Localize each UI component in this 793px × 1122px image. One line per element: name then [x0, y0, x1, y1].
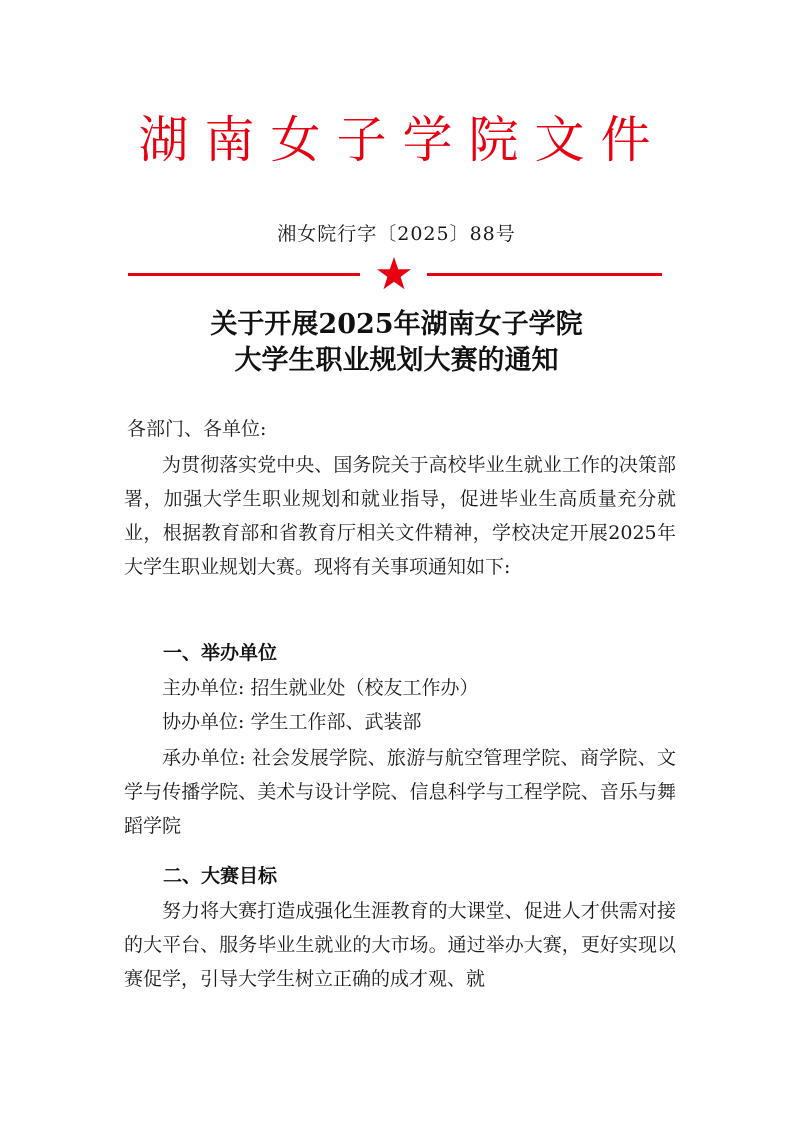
organizer-units: 承办单位: 社会发展学院、旅游与航空管理学院、商学院、文学与传播学院、美术与设计学院、信息科学与工程学院、音乐与舞蹈学院 [124, 747, 676, 837]
section2-heading: 二、大赛目标 [163, 865, 278, 887]
star-icon [376, 256, 412, 292]
divider-rule-left [128, 273, 360, 276]
notice-title-line2: 大学生职业规划大赛的通知 [234, 345, 559, 376]
host-unit: 主办单位: 招生就业处（校友工作办） [162, 677, 479, 699]
notice-title-line1: 关于开展2025年湖南女子学院 [210, 309, 583, 340]
intro-paragraph: 为贯彻落实党中央、国务院关于高校毕业生就业工作的决策部署，加强大学生职业规划和就业指导，促进毕业生高质量充分就业，根据教育部和省教育厅相关文件精神，学校决定开展2025年大学生职业规划大赛。现将有关事项通知如下: [124, 454, 676, 578]
salutation: 各部门、各单位: [127, 418, 267, 440]
co-host-unit: 协办单位: 学生工作部、武装部 [162, 711, 422, 733]
divider-rule-right [427, 273, 662, 276]
institution-title: 湖南女子学院文件 [138, 111, 667, 169]
section2-paragraph: 努力将大赛打造成强化生涯教育的大课堂、促进人才供需对接的大平台、服务毕业生就业的大市场。通过举办大赛，更好实现以赛促学，引导大学生树立正确的成才观、就 [124, 900, 676, 990]
notice-title [0, 307, 793, 379]
section1-heading: 一、举办单位 [163, 642, 278, 664]
document-number: 湘女院行字〔2025〕88号 [277, 223, 516, 245]
red-divider [128, 256, 662, 292]
